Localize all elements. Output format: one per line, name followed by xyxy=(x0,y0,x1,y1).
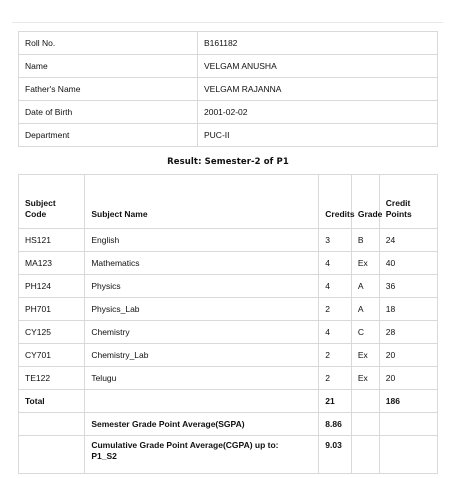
subject-points: 20 xyxy=(379,367,437,390)
total-empty-cell xyxy=(351,390,379,413)
cgpa-label: Cumulative Grade Point Average(CGPA) up to: P1_S2 xyxy=(85,436,319,474)
cgpa-empty-cell xyxy=(19,436,85,474)
total-empty-cell xyxy=(85,390,319,413)
info-row-father-name xyxy=(19,78,438,101)
cgpa-value: 9.03 xyxy=(319,436,352,474)
sgpa-value: 8.86 xyxy=(319,413,352,436)
table-row xyxy=(19,367,438,390)
subject-credits: 2 xyxy=(319,298,352,321)
result-heading: Result: Semester-2 of P1 xyxy=(167,157,289,167)
top-divider xyxy=(12,22,443,23)
subject-grade: Ex xyxy=(351,367,379,390)
subject-credits: 2 xyxy=(319,367,352,390)
table-row xyxy=(19,229,438,252)
info-label: Name xyxy=(19,55,198,78)
subject-credits: 4 xyxy=(319,252,352,275)
subject-code: MA123 xyxy=(19,252,85,275)
total-label: Total xyxy=(19,390,85,413)
subject-name: Chemistry_Lab xyxy=(85,344,319,367)
subject-code: PH124 xyxy=(19,275,85,298)
table-row xyxy=(19,252,438,275)
header-subject-name: Subject Name xyxy=(85,175,319,229)
subject-code: HS121 xyxy=(19,229,85,252)
subject-name: Mathematics xyxy=(85,252,319,275)
info-value: B161182 xyxy=(198,32,438,55)
subject-name: Telugu xyxy=(85,367,319,390)
cgpa-row xyxy=(19,436,438,474)
info-value: VELGAM ANUSHA xyxy=(198,55,438,78)
info-value: 2001-02-02 xyxy=(198,101,438,124)
subject-points: 40 xyxy=(379,252,437,275)
cgpa-empty-cell xyxy=(379,436,437,474)
subject-points: 36 xyxy=(379,275,437,298)
subject-code: PH701 xyxy=(19,298,85,321)
header-grade: Grade xyxy=(351,175,379,229)
header-credits: Credits xyxy=(319,175,352,229)
info-value: VELGAM RAJANNA xyxy=(198,78,438,101)
subject-points: 18 xyxy=(379,298,437,321)
header-subject-code: Subject Code xyxy=(19,175,85,229)
subject-name: English xyxy=(85,229,319,252)
total-credits: 21 xyxy=(319,390,352,413)
subject-credits: 4 xyxy=(319,275,352,298)
info-row-department xyxy=(19,124,438,147)
header-credit-points: Credit Points xyxy=(379,175,437,229)
subject-code: CY125 xyxy=(19,321,85,344)
sgpa-empty-cell xyxy=(379,413,437,436)
subject-code: CY701 xyxy=(19,344,85,367)
subject-points: 28 xyxy=(379,321,437,344)
subject-grade: B xyxy=(351,229,379,252)
subject-credits: 2 xyxy=(319,344,352,367)
subject-code: TE122 xyxy=(19,367,85,390)
sgpa-label: Semester Grade Point Average(SGPA) xyxy=(85,413,319,436)
subject-points: 20 xyxy=(379,344,437,367)
total-points: 186 xyxy=(379,390,437,413)
info-value: PUC-II xyxy=(198,124,438,147)
table-row xyxy=(19,344,438,367)
info-label: Father's Name xyxy=(19,78,198,101)
subject-grade: A xyxy=(351,298,379,321)
grades-table xyxy=(18,174,438,474)
info-row-date-of-birth xyxy=(19,101,438,124)
table-row xyxy=(19,298,438,321)
subject-name: Chemistry xyxy=(85,321,319,344)
subject-credits: 4 xyxy=(319,321,352,344)
student-info-table xyxy=(18,31,438,147)
info-label: Date of Birth xyxy=(19,101,198,124)
subject-credits: 3 xyxy=(319,229,352,252)
info-label: Department xyxy=(19,124,198,147)
subject-points: 24 xyxy=(379,229,437,252)
grades-header-row xyxy=(19,175,438,229)
subject-name: Physics_Lab xyxy=(85,298,319,321)
info-label: Roll No. xyxy=(19,32,198,55)
table-row xyxy=(19,321,438,344)
sgpa-row xyxy=(19,413,438,436)
info-row-name xyxy=(19,55,438,78)
subject-grade: Ex xyxy=(351,344,379,367)
table-row xyxy=(19,275,438,298)
sgpa-empty-cell xyxy=(19,413,85,436)
sgpa-empty-cell xyxy=(351,413,379,436)
subject-name: Physics xyxy=(85,275,319,298)
info-row-roll-no xyxy=(19,32,438,55)
total-row xyxy=(19,390,438,413)
subject-grade: Ex xyxy=(351,252,379,275)
subject-grade: C xyxy=(351,321,379,344)
subject-grade: A xyxy=(351,275,379,298)
cgpa-empty-cell xyxy=(351,436,379,474)
